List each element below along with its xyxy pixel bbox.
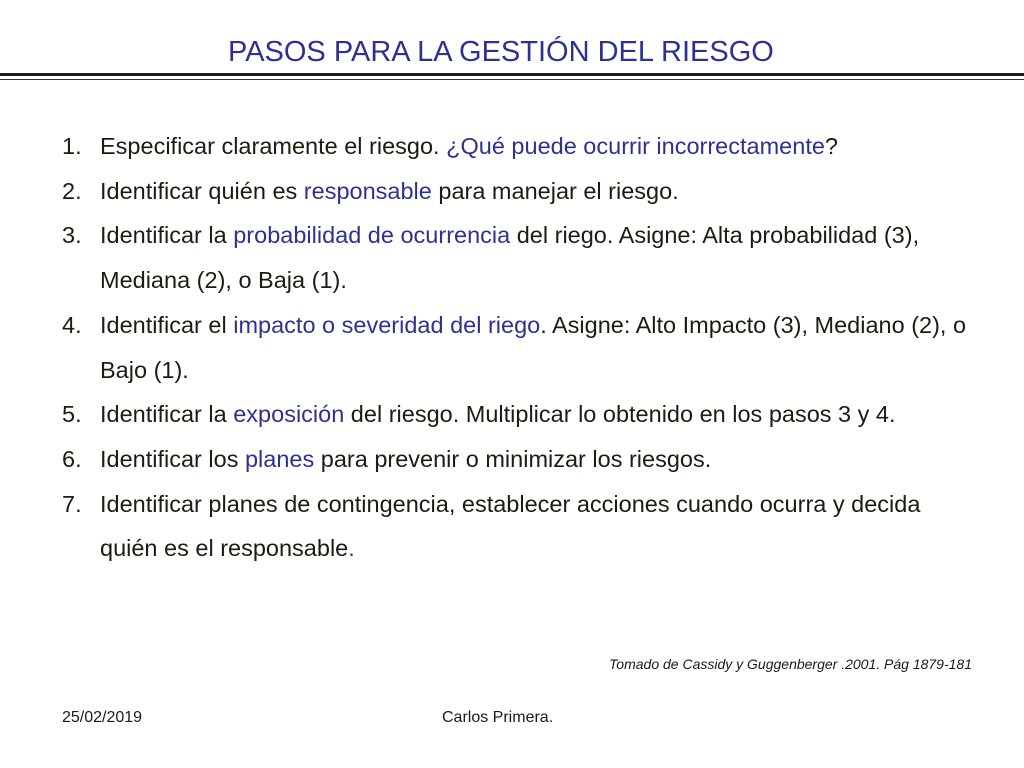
footer-date: 25/02/2019 (62, 709, 143, 726)
list-item (62, 213, 982, 302)
step-text-end: para manejar el riesgo. (431, 177, 679, 204)
step-number: 7. (62, 490, 82, 517)
list-item (62, 437, 982, 482)
list-item (62, 482, 982, 571)
step-highlight: responsable (303, 177, 432, 204)
list-item (62, 303, 982, 392)
step-number: 6. (62, 445, 82, 472)
step-text-end: . Asigne: Alto Impacto (3), Mediano (2), o Bajo (1). (100, 311, 967, 383)
step-number: 5. (62, 401, 82, 428)
steps-list (62, 124, 982, 571)
list-item (62, 392, 982, 437)
step-number: 4. (62, 311, 82, 338)
title-divider (0, 73, 1024, 76)
source-citation: Tomado de Cassidy y Guggenberger .2001. Pág 1879-181 (609, 656, 972, 672)
title-divider-thin (0, 79, 1024, 80)
step-text: Identificar planes de contingencia, establecer acciones cuando ocurra y decida quién es el responsable (100, 490, 921, 562)
step-highlight: . (348, 535, 355, 562)
step-highlight: impacto o severidad del riego (233, 311, 541, 338)
step-highlight: exposición (233, 401, 345, 428)
step-text-end: del riesgo. Multiplicar lo obtenido en los pasos 3 y 4. (344, 401, 896, 428)
footer-author: Carlos Primera. (442, 709, 554, 726)
step-text-end: ? (824, 133, 838, 159)
step-number: 3. (62, 222, 82, 249)
list-item (62, 169, 982, 214)
step-text-end: para prevenir o minimizar los riesgos. (314, 445, 712, 472)
step-text: Identificar la (100, 222, 234, 249)
slide-title: PASOS PARA LA GESTIÓN DEL RIESGO (228, 36, 774, 68)
step-text: Identificar quién es (100, 177, 304, 204)
step-number: 2. (62, 177, 82, 204)
step-text: Especificar claramente el riesgo. (100, 133, 447, 159)
step-highlight: planes (244, 445, 315, 472)
step-text: Identificar la (100, 401, 234, 428)
step-highlight: ¿Qué puede ocurrir incorrectamente (446, 133, 825, 159)
list-item (62, 124, 982, 169)
step-number: 1. (62, 133, 82, 159)
step-text: Identificar los (100, 445, 245, 472)
step-highlight: probabilidad de ocurrencia (233, 222, 511, 249)
step-text-end: del riego. Asigne: Alta probabilidad (3), Mediana (2), o Baja (1). (100, 222, 920, 294)
step-text: Identificar el (100, 311, 234, 338)
